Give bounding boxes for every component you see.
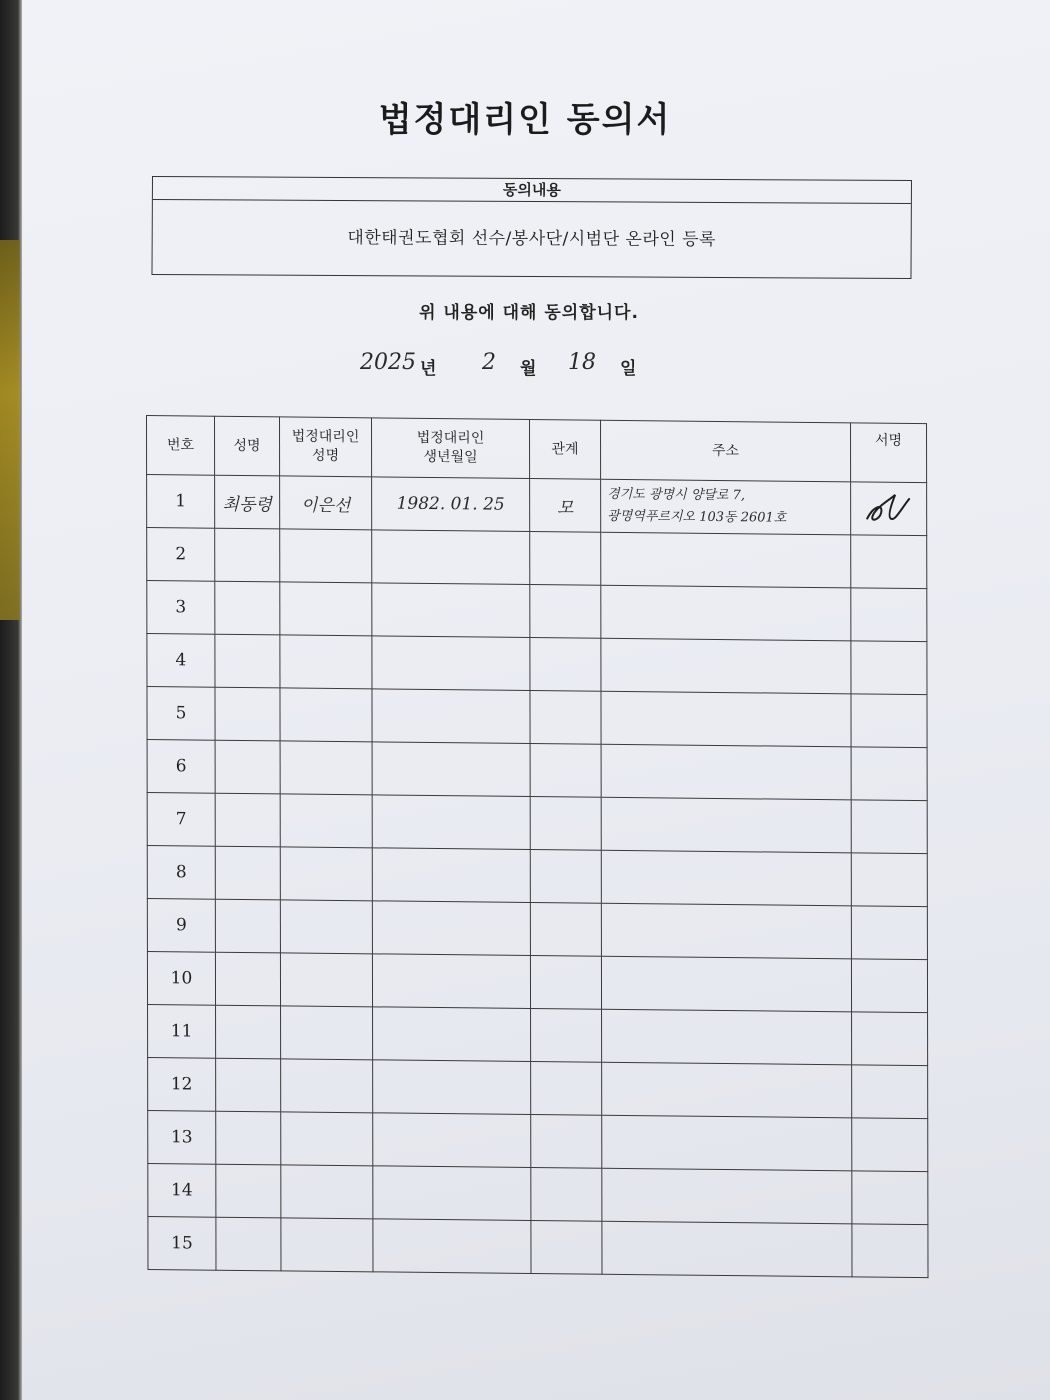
row-number: 9 bbox=[147, 898, 215, 952]
date-year: 2025 bbox=[360, 350, 416, 375]
row-guardian-name bbox=[280, 688, 372, 742]
row-name bbox=[216, 1058, 281, 1112]
row-guardian-name bbox=[280, 635, 372, 689]
row-relation bbox=[531, 1008, 602, 1062]
row-relation bbox=[530, 902, 601, 956]
row-address bbox=[601, 638, 851, 694]
row-address bbox=[601, 479, 851, 535]
date-row bbox=[360, 350, 700, 384]
table-header-row bbox=[147, 416, 927, 483]
row-signature bbox=[851, 853, 927, 907]
row-guardian-birth bbox=[372, 954, 530, 1009]
row-relation bbox=[530, 532, 601, 586]
row-signature bbox=[851, 694, 927, 748]
row-address bbox=[602, 1168, 852, 1224]
document-title: 법정대리인 동의서 bbox=[378, 100, 672, 140]
table-row bbox=[147, 475, 927, 536]
row-number: 14 bbox=[148, 1163, 216, 1217]
row-number: 5 bbox=[147, 686, 215, 740]
row-relation: 모 bbox=[530, 479, 601, 533]
roster-table-wrap bbox=[146, 415, 928, 1278]
row-name bbox=[216, 1164, 281, 1218]
row-name bbox=[215, 952, 280, 1006]
row-guardian-birth bbox=[373, 1060, 531, 1115]
row-number: 7 bbox=[147, 792, 215, 846]
row-signature bbox=[851, 906, 927, 960]
row-guardian-birth bbox=[373, 1113, 531, 1168]
row-name bbox=[215, 846, 280, 900]
row-guardian-birth bbox=[372, 848, 530, 903]
table-row bbox=[148, 1057, 928, 1118]
row-relation bbox=[530, 955, 601, 1009]
row-guardian-birth bbox=[372, 636, 530, 691]
table-row bbox=[148, 1004, 928, 1065]
row-name bbox=[215, 581, 280, 635]
row-relation bbox=[530, 744, 601, 798]
row-guardian-name bbox=[280, 794, 372, 848]
row-relation bbox=[530, 585, 601, 639]
row-guardian-name bbox=[281, 1006, 373, 1060]
header-guardian-birth bbox=[372, 418, 530, 479]
row-signature bbox=[852, 1118, 928, 1172]
row-number: 13 bbox=[148, 1110, 216, 1164]
row-address bbox=[602, 1062, 852, 1118]
row-signature bbox=[851, 535, 927, 589]
row-relation bbox=[530, 850, 601, 904]
date-day-unit: 일 bbox=[620, 359, 637, 379]
row-number: 1 bbox=[147, 475, 215, 529]
row-address bbox=[602, 1009, 852, 1065]
date-month: 2 bbox=[482, 350, 496, 375]
table-row bbox=[148, 1110, 928, 1171]
row-guardian-name bbox=[281, 1059, 373, 1113]
table-row bbox=[147, 580, 927, 641]
row-number: 2 bbox=[147, 528, 215, 582]
row-guardian-birth: 1982. 01. 25 bbox=[372, 477, 530, 532]
background-yellow-object bbox=[0, 240, 20, 620]
row-relation bbox=[530, 638, 601, 692]
row-name bbox=[215, 528, 280, 582]
row-signature bbox=[851, 482, 927, 536]
row-number: 8 bbox=[147, 845, 215, 899]
header-number: 번호 bbox=[147, 416, 215, 476]
row-guardian-name bbox=[280, 741, 372, 795]
row-number: 15 bbox=[148, 1216, 216, 1270]
roster-table bbox=[146, 415, 929, 1278]
date-year-unit: 년 bbox=[420, 359, 437, 379]
table-row bbox=[147, 898, 927, 959]
row-address-line2: 광명역푸르지오 103동 2601호 bbox=[607, 508, 787, 526]
row-guardian-name: 이은선 bbox=[280, 476, 372, 530]
table-row bbox=[147, 686, 927, 747]
row-guardian-name bbox=[280, 582, 372, 636]
row-signature bbox=[851, 747, 927, 801]
table-row bbox=[147, 951, 927, 1012]
row-relation bbox=[531, 1220, 602, 1274]
table-row bbox=[147, 633, 927, 694]
header-guardian-name-line1: 법정대리인 bbox=[291, 428, 360, 446]
row-number: 11 bbox=[148, 1004, 216, 1058]
row-guardian-name bbox=[281, 1218, 373, 1272]
row-name bbox=[216, 1111, 281, 1165]
row-relation bbox=[531, 1167, 602, 1221]
row-name bbox=[215, 793, 280, 847]
row-relation bbox=[530, 797, 601, 851]
table-row bbox=[147, 792, 927, 853]
row-address bbox=[601, 956, 851, 1012]
row-relation bbox=[531, 1114, 602, 1168]
consent-header: 동의내용 bbox=[153, 177, 911, 204]
header-relation: 관계 bbox=[530, 420, 601, 480]
row-address bbox=[602, 1221, 852, 1277]
date-day: 18 bbox=[568, 350, 596, 375]
row-address bbox=[601, 850, 851, 906]
row-number: 10 bbox=[147, 951, 215, 1005]
row-address-line1: 경기도 광명시 양달로 7, bbox=[607, 486, 745, 504]
row-signature bbox=[852, 1171, 928, 1225]
row-address bbox=[601, 585, 851, 641]
row-name bbox=[215, 687, 280, 741]
row-guardian-name bbox=[281, 1112, 373, 1166]
row-number: 3 bbox=[147, 580, 215, 634]
row-guardian-birth bbox=[373, 1166, 531, 1221]
table-row bbox=[147, 739, 927, 800]
row-guardian-name bbox=[280, 953, 372, 1007]
table-row bbox=[148, 1216, 928, 1277]
row-name bbox=[215, 634, 280, 688]
row-signature bbox=[852, 1224, 928, 1278]
consent-box bbox=[151, 176, 912, 279]
row-guardian-birth bbox=[372, 901, 530, 956]
row-guardian-birth bbox=[373, 1007, 531, 1062]
row-number: 12 bbox=[148, 1057, 216, 1111]
row-address bbox=[601, 744, 851, 800]
agree-sentence: 위 내용에 대해 동의합니다. bbox=[419, 303, 639, 323]
row-address bbox=[601, 691, 851, 747]
row-guardian-name bbox=[280, 847, 372, 901]
row-name bbox=[215, 899, 280, 953]
row-signature bbox=[852, 1065, 928, 1119]
table-row bbox=[147, 845, 927, 906]
header-guardian-birth-line2: 생년월일 bbox=[423, 448, 478, 466]
row-number: 6 bbox=[147, 739, 215, 793]
header-address: 주소 bbox=[601, 420, 851, 482]
row-relation bbox=[530, 691, 601, 745]
row-name bbox=[216, 1005, 281, 1059]
row-name: 최동령 bbox=[215, 475, 280, 529]
table-row bbox=[147, 528, 927, 589]
row-guardian-birth bbox=[372, 530, 530, 585]
row-guardian-name bbox=[281, 1165, 373, 1219]
row-guardian-birth bbox=[373, 1219, 531, 1274]
header-guardian-name-line2: 성명 bbox=[312, 447, 340, 465]
row-signature bbox=[852, 1012, 928, 1066]
table-row bbox=[148, 1163, 928, 1224]
consent-content: 대한태권도협회 선수/봉사단/시범단 온라인 등록 bbox=[347, 228, 717, 250]
row-signature bbox=[851, 588, 927, 642]
signature-scribble-icon bbox=[861, 488, 917, 529]
row-guardian-birth bbox=[372, 583, 530, 638]
header-guardian-name bbox=[280, 417, 372, 477]
row-signature bbox=[851, 641, 927, 695]
row-relation bbox=[531, 1061, 602, 1115]
row-guardian-name bbox=[280, 900, 372, 954]
row-name bbox=[215, 740, 280, 794]
header-signature: 서명 bbox=[851, 423, 927, 483]
header-guardian-birth-line1: 법정대리인 bbox=[416, 429, 485, 447]
row-address bbox=[601, 797, 851, 853]
row-address bbox=[602, 1115, 852, 1171]
row-address bbox=[601, 532, 851, 588]
header-name: 성명 bbox=[215, 416, 280, 476]
row-signature bbox=[851, 800, 927, 854]
row-guardian-birth bbox=[372, 689, 530, 744]
row-address bbox=[601, 903, 851, 959]
date-month-unit: 월 bbox=[520, 359, 537, 379]
row-signature bbox=[851, 959, 927, 1013]
row-guardian-name bbox=[280, 529, 372, 583]
row-name bbox=[216, 1217, 281, 1271]
row-guardian-birth bbox=[372, 795, 530, 850]
row-guardian-birth bbox=[372, 742, 530, 797]
row-number: 4 bbox=[147, 633, 215, 687]
